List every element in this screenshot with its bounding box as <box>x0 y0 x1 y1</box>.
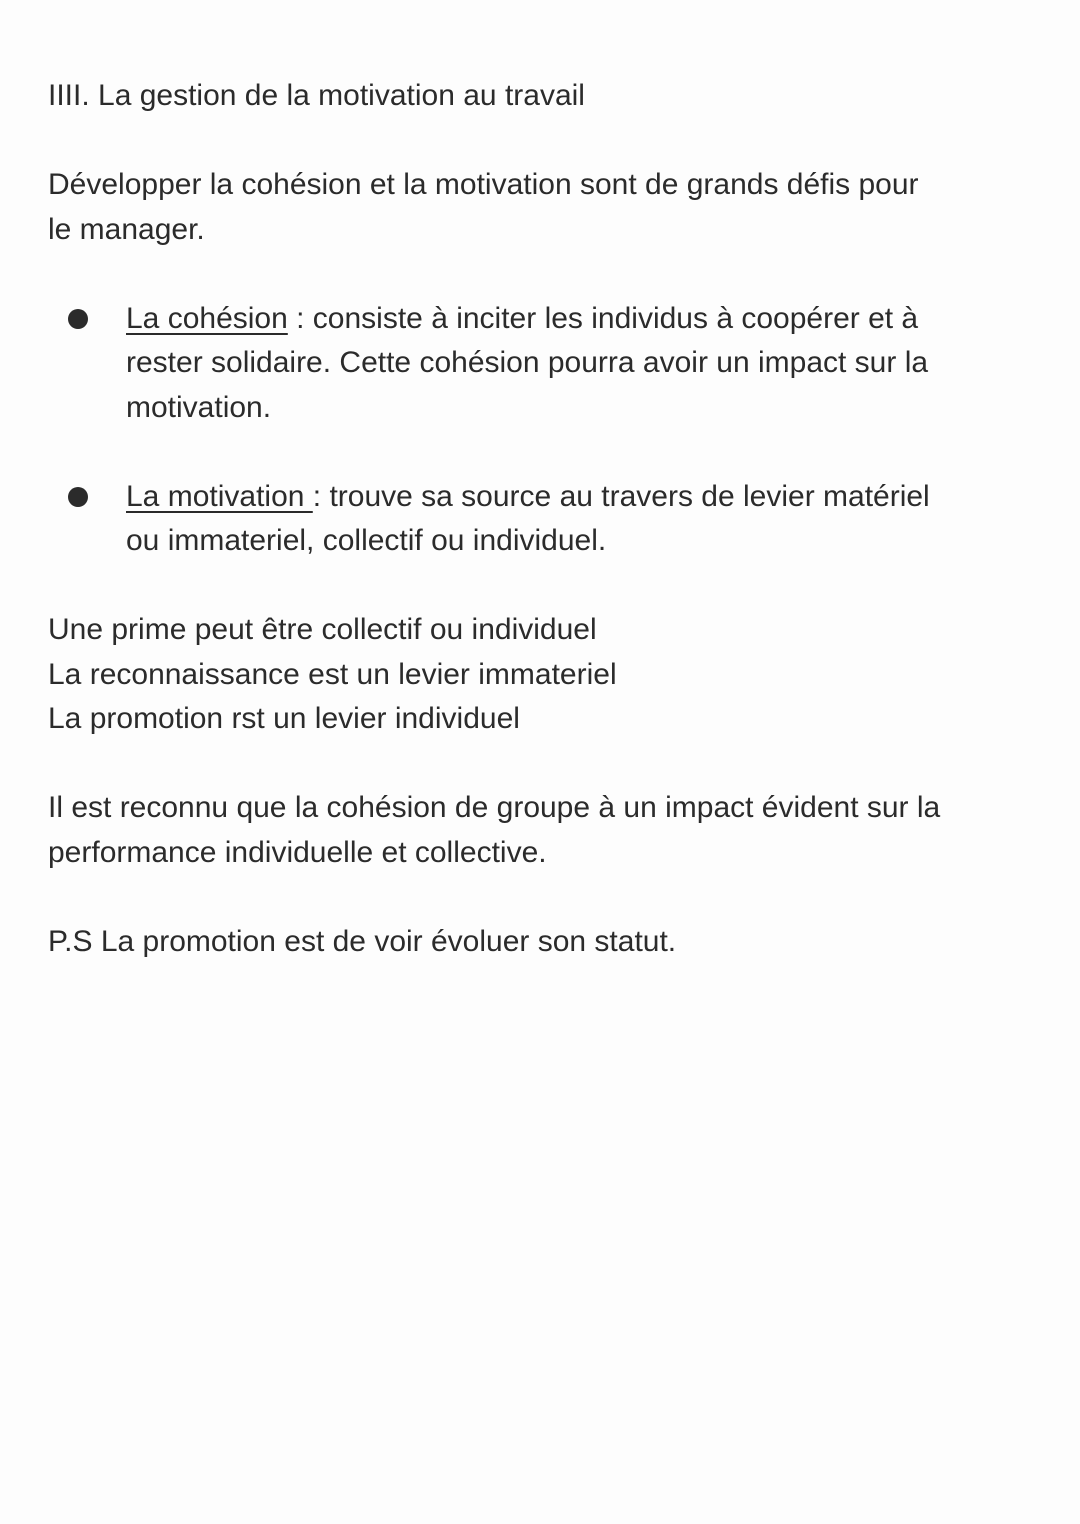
intro-line-2: le manager. <box>48 212 205 246</box>
bullet-text: : consiste à inciter les individus à coopérer et à <box>287 301 919 335</box>
bullet-text: : trouve sa source au travers de levier matériel <box>312 479 930 513</box>
spacer <box>48 430 1032 475</box>
bullet-item-cohesion <box>48 297 1032 431</box>
intro-paragraph <box>48 163 1032 252</box>
bullet-icon <box>68 309 88 329</box>
bullet-line-2: ou immateriel, collectif ou individuel. <box>126 524 607 557</box>
term-motivation: La motivation <box>126 479 313 513</box>
bullet-item-motivation <box>48 475 1032 564</box>
spacer <box>48 742 1032 787</box>
bullet-line-2: rester solidaire. Cette cohésion pourra avoir un impact sur la <box>126 346 929 379</box>
term-cohesion: La cohésion <box>126 301 288 335</box>
spacer <box>48 252 1032 297</box>
intro-line-1: Développer la cohésion et la motivation sont de grands défis pour <box>48 168 919 201</box>
postscript: P.S La promotion est de voir évoluer son statut. <box>48 924 677 958</box>
lever-line-2: La reconnaissance est un levier immateriel <box>48 657 617 691</box>
bullet-list <box>48 297 1032 564</box>
bullet-icon <box>68 487 88 507</box>
spacer <box>48 119 1032 164</box>
lever-line-3: La promotion rst un levier individuel <box>48 702 520 735</box>
bullet-line-3: motivation. <box>126 390 272 424</box>
levers-paragraph <box>48 608 1032 742</box>
bullet-line-1 <box>126 475 1032 520</box>
bullet-line-1 <box>126 297 1032 342</box>
lever-line-1: Une prime peut être collectif ou individuel <box>48 613 597 646</box>
section-heading: IIII. La gestion de la motivation au travail <box>48 79 585 112</box>
spacer <box>48 564 1032 609</box>
spacer <box>48 875 1032 920</box>
conclusion-line-1: Il est reconnu que la cohésion de groupe à un impact évident sur la <box>48 791 941 824</box>
conclusion-paragraph <box>48 786 1032 875</box>
conclusion-line-2: performance individuelle et collective. <box>48 835 547 869</box>
